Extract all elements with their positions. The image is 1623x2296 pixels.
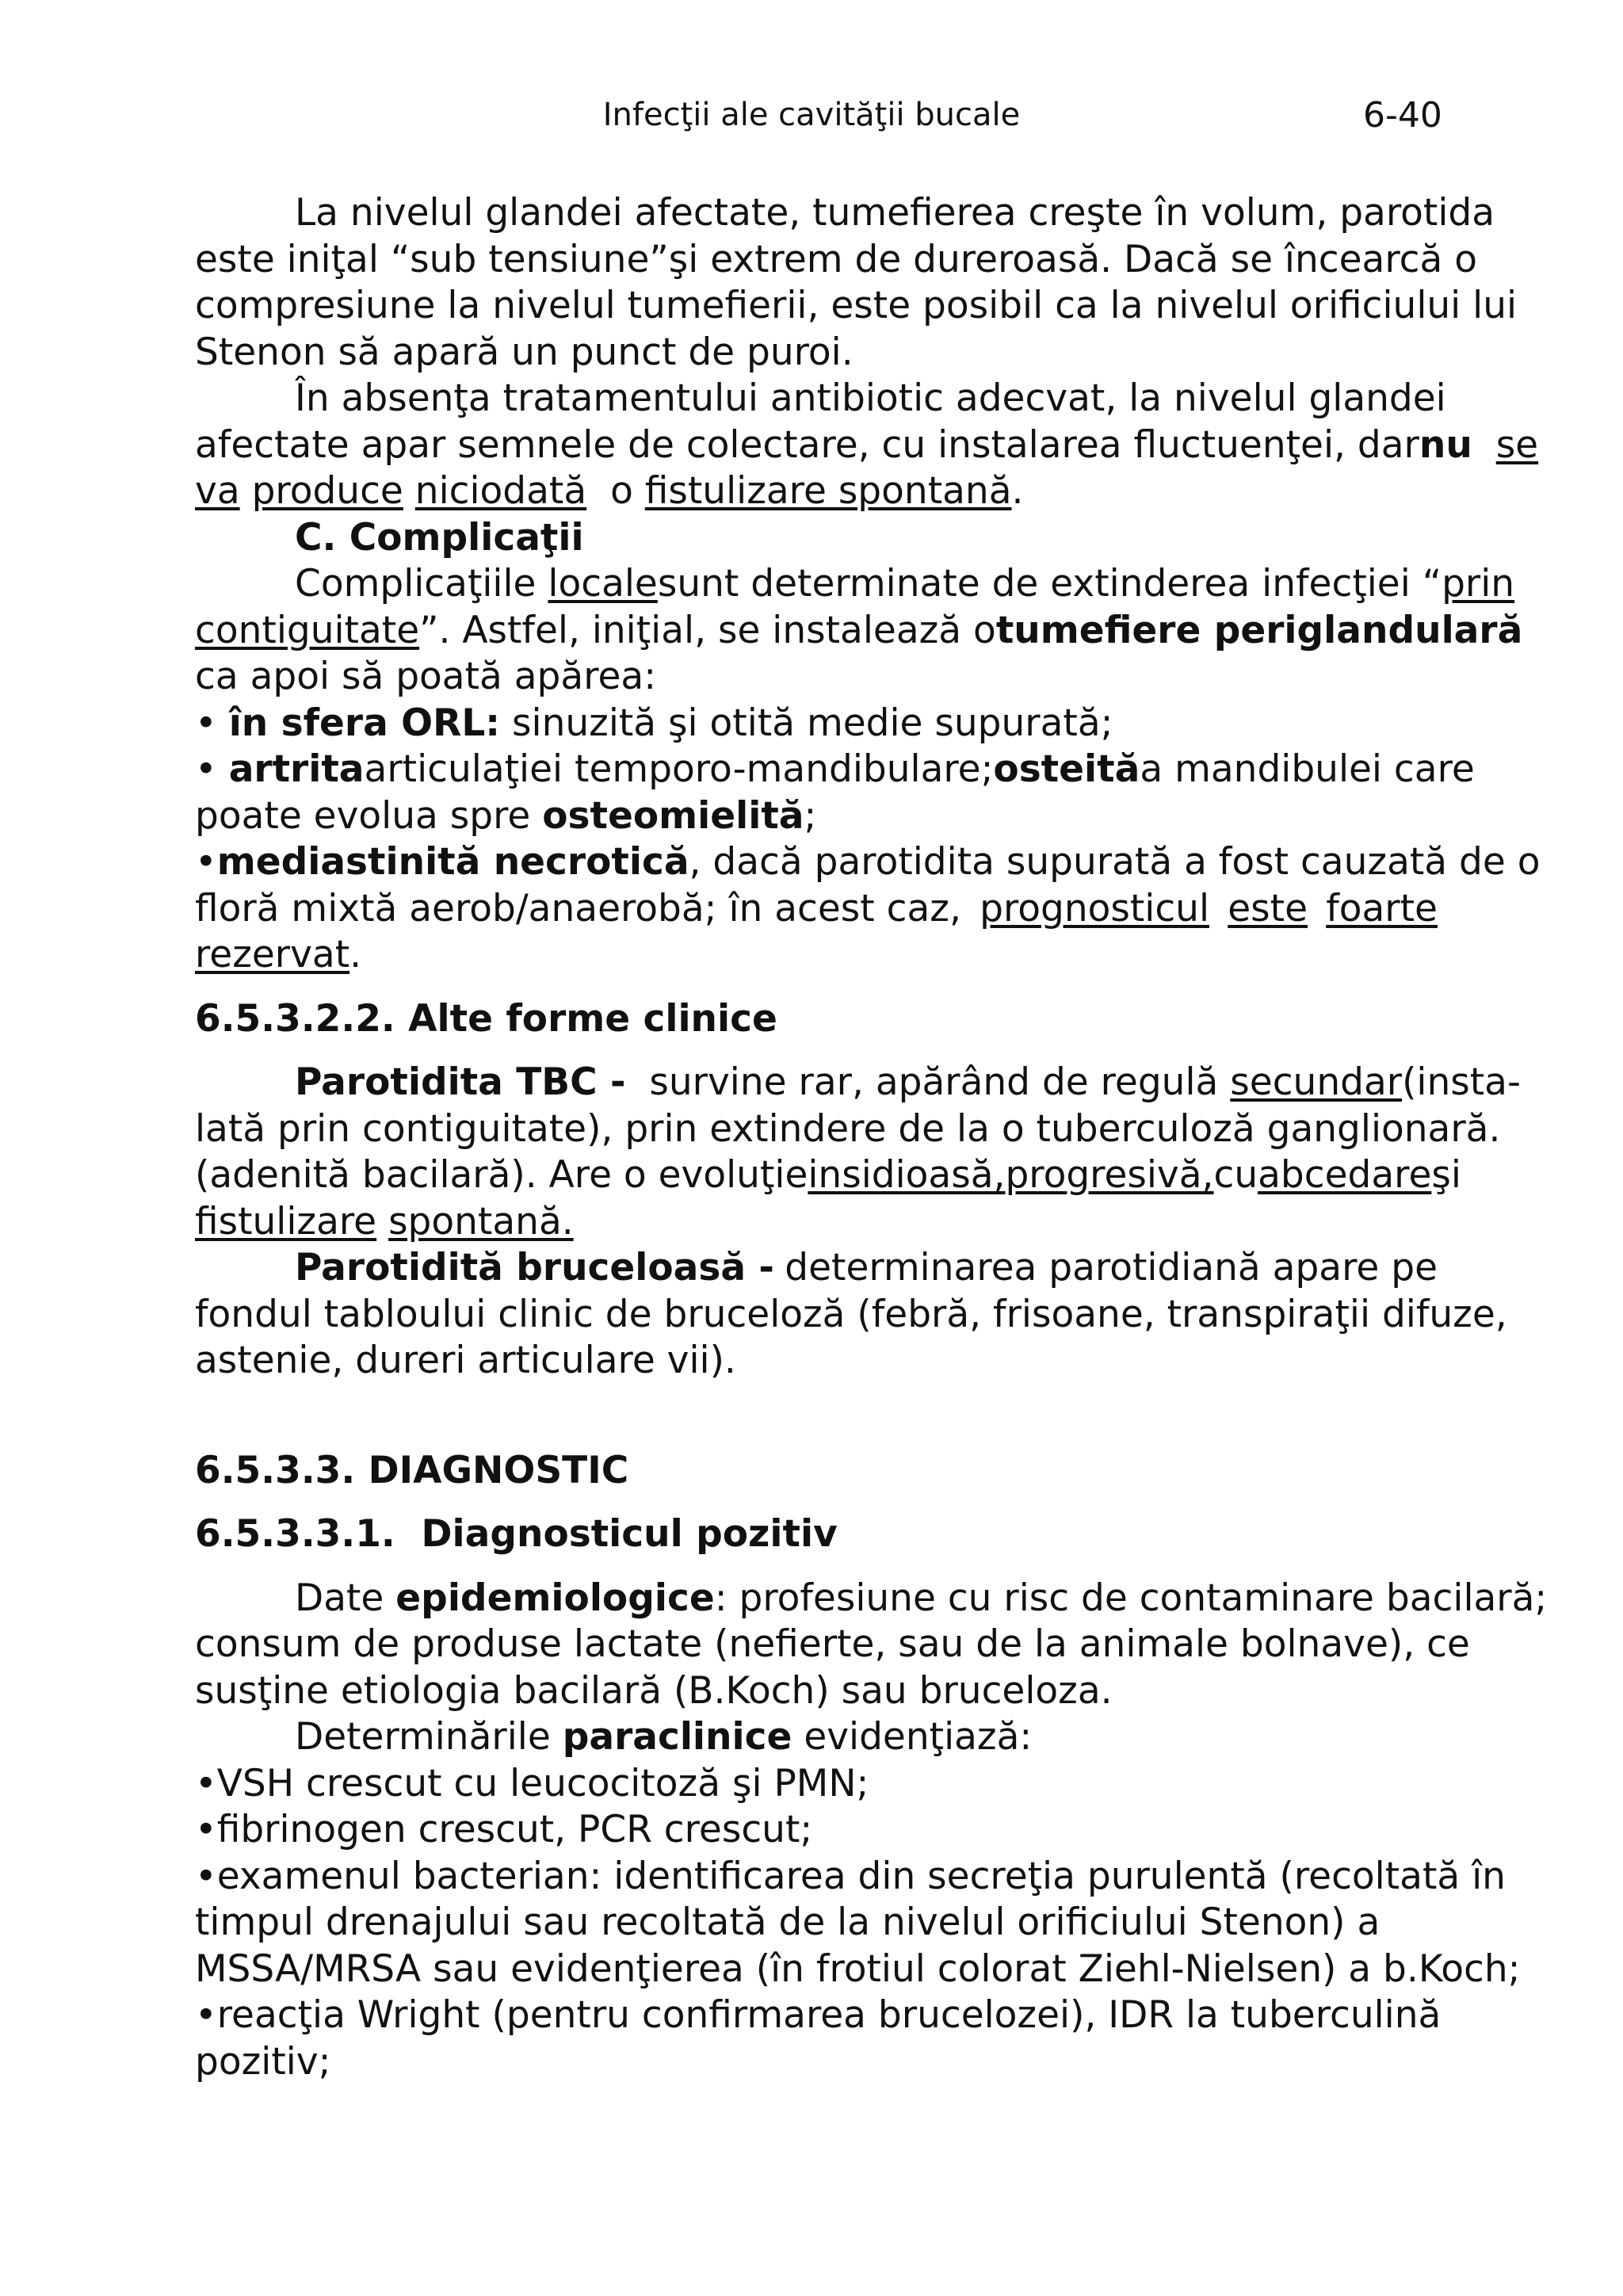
- text-line: În absenţa tratamentului antibiotic adecvat, la nivelul glandei: [295, 376, 1446, 420]
- text-line: MSSA/MRSA sau evidenţierea (în frotiul colorat Ziehl-Nielsen) a b.Koch;: [195, 1946, 1521, 1991]
- text-line: pozitiv;: [195, 2039, 331, 2084]
- text-line: rezervat .: [195, 933, 362, 976]
- bullet-item: [195, 1992, 1442, 2085]
- text-line: poate evolua spre osteomielită ;: [195, 793, 817, 838]
- section-heading-alte-forme: 6.5.3.2.2. Alte forme clinice: [195, 996, 777, 1041]
- bullet-icon: •: [195, 1808, 217, 1851]
- text-line: •examenul bacterian: identificarea din secreţia purulentă (recoltată în: [195, 1854, 1506, 1898]
- text-line: fistulizare spontană.: [195, 1199, 574, 1244]
- text-line: Stenon să apară un punct de puroi.: [195, 330, 854, 374]
- section-heading-diagnostic-pozitiv: 6.5.3.3.1. Diagnosticul pozitiv: [195, 1512, 838, 1556]
- text-line: (adenită bacilară). Are o evoluţie insidioasă, progresivă, cu abcedare şi: [195, 1153, 1461, 1197]
- text-line: compresiune la nivelul tumefierii, este posibil ca la nivelul orificiului lui: [195, 284, 1518, 327]
- text-line: La nivelul glandei afectate, tumefierea creşte în volum, parotida: [295, 191, 1495, 235]
- text-line: contiguitate”. Astfel, iniţial, se instalează o tumefiere periglandulară: [195, 608, 1523, 652]
- bullet-item: • fibrinogen crescut, PCR crescut;: [195, 1807, 1438, 1854]
- bullet-item: [195, 747, 1475, 839]
- running-title: Infecţii ale cavităţii bucale: [602, 97, 1021, 133]
- bullet-icon: •: [195, 1854, 217, 1898]
- section-heading-diagnostic: 6.5.3.3. DIAGNOSTIC: [195, 1448, 629, 1492]
- text-line: timpul drenajului sau recoltată de la nivelul orificiului Stenon) a: [195, 1901, 1381, 1944]
- page-number: 6-40: [1363, 95, 1442, 136]
- bullet-icon: •: [195, 840, 217, 884]
- text-line: •mediastinită necrotică, dacă parotidita supurată a fost cauzată de o: [195, 840, 1541, 884]
- bullet-item: • în sfera ORL: sinuzită şi otită medie supurată;: [195, 701, 1438, 747]
- text-line: este iniţal “sub tensiune”şi extrem de dureroasă. Dacă se încearcă o: [195, 237, 1477, 281]
- text-line: consum de produse lactate (nefierte, sau de la animale bolnave), ce: [195, 1622, 1470, 1666]
- bullet-item: • VSH crescut cu leucocitoză şi PMN;: [195, 1761, 1438, 1808]
- text-line: Date epidemiologice: profesiune cu risc de contaminare bacilară;: [295, 1576, 1548, 1620]
- paragraph-complicatii: [195, 561, 1523, 701]
- bullet-icon: •: [195, 747, 217, 791]
- text-line: astenie, dureri articulare vii).: [195, 1339, 736, 1382]
- text-line: lată prin contiguitate), prin extindere de la o tuberculoză ganglionară.: [195, 1106, 1501, 1151]
- paragraph-parotidita-tbc: [195, 1060, 1521, 1245]
- paragraph-parotidita-bruceloasa: [195, 1245, 1507, 1385]
- text-line: va produce niciodată o fistulizare spontană .: [195, 469, 1024, 513]
- text-line: • artrita articulaţiei temporo-mandibulare; osteită a mandibulei care: [195, 747, 1475, 791]
- bullet-item: [195, 1854, 1521, 1993]
- paragraph-absenta-tratament: [195, 376, 1539, 515]
- bullet-icon: •: [195, 701, 217, 745]
- paragraph-epidemiologie: [195, 1576, 1548, 1715]
- text-line: •reacţia Wright (pentru confirmarea brucelozei), IDR la tuberculină: [195, 1993, 1442, 2037]
- bullet-item: [195, 839, 1541, 979]
- bullet-icon: •: [195, 1993, 217, 2037]
- text-line: afectate apar semnele de colectare, cu instalarea fluctuenţei, dar nu se: [195, 422, 1539, 467]
- section-heading-complicatii: C. Complicaţii: [295, 515, 584, 560]
- text-line: Complicaţiile locale sunt determinate de extinderea infecţiei “ prin: [295, 562, 1515, 606]
- page-body: [195, 190, 1548, 2085]
- text-line: ca apoi să poată apărea:: [195, 655, 657, 698]
- bullet-icon: •: [195, 1761, 217, 1805]
- paragraph-paraclinice: Determinările paraclinice evidenţiază:: [295, 1715, 1033, 1759]
- text-line: floră mixtă aerob/anaerobă; în acest caz, prognosticul este foarte: [195, 886, 1438, 930]
- text-line: Parotidita TBC - survine rar, apărând de regulă secundar (insta-: [295, 1060, 1521, 1104]
- paragraph-tumefiere: [195, 190, 1518, 376]
- text-line: fondul tabloului clinic de bruceloză (febră, frisoane, transpiraţii difuze,: [195, 1292, 1507, 1336]
- text-line: susţine etiologia bacilară (B.Koch) sau bruceloza.: [195, 1668, 1113, 1713]
- text-line: Parotidită bruceloasă - determinarea parotidiană apare pe: [295, 1246, 1438, 1289]
